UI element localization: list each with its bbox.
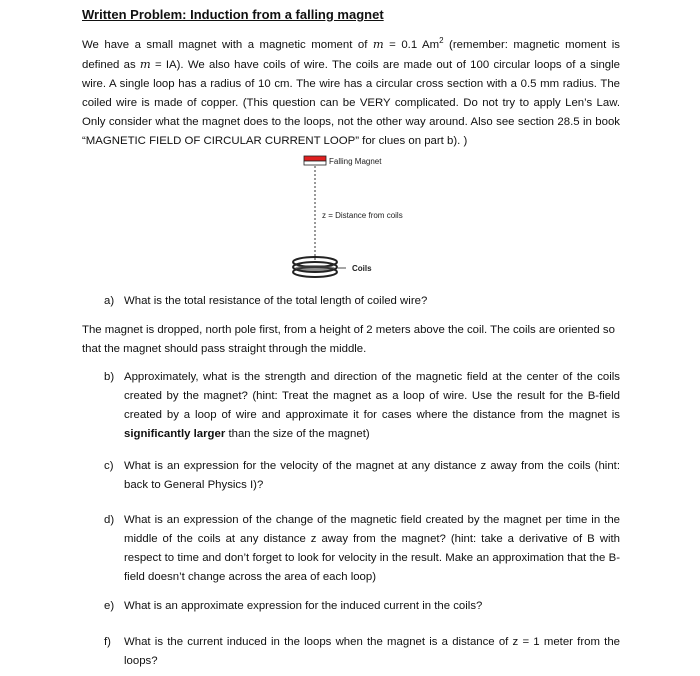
question-e-label: e) — [104, 600, 115, 612]
question-d-label: d) — [104, 514, 115, 526]
question-b — [104, 368, 620, 444]
question-b-text-start: Approximately, what is the strength and direction of the magnetic field at the center of the coils created by the magnet? (hint: Treat the magnet as a loop of wire. Use the result for the B-field created by a loop of wire and approximate it for cases where the distance from the magnet is — [124, 371, 620, 421]
question-b-text — [124, 368, 620, 444]
question-e-text: What is an approximate expression for the induced current in the coils? — [124, 600, 483, 612]
moment-symbol: m — [372, 37, 384, 51]
question-c — [104, 457, 620, 495]
falling-magnet-figure — [280, 150, 480, 280]
question-d — [104, 511, 620, 587]
intro-paragraph — [82, 35, 620, 151]
question-c-text: What is an expression for the velocity of the magnet at any distance z away from the coils (hint: back to General Physics I)? — [124, 460, 620, 491]
question-f-label: f) — [104, 636, 111, 648]
coils-label: Coils — [352, 264, 372, 273]
moment-symbol-2: m — [139, 57, 151, 71]
magnet-label: Falling Magnet — [329, 157, 382, 166]
question-b-text-end: than the size of the magnet) — [225, 428, 370, 440]
question-d-text: What is an expression of the change of the magnetic field created by the magnet per time in the middle of the coils at any distance z away from the magnet? (hint: take a derivative of B with respect to time and don’t forget to look for velocity in the result. Make an approximation that the B-field doesn’t change across the area of each loop) — [124, 514, 620, 583]
question-f-text: What is the current induced in the loops when the magnet is a distance of z = 1 meter from the loops? — [124, 636, 620, 667]
intro-text-3: (remember: magnetic moment is defined as — [82, 39, 620, 71]
intro-superscript: 2 — [439, 36, 444, 46]
question-e — [104, 597, 620, 616]
drop-paragraph: The magnet is dropped, north pole first, from a height of 2 meters above the coil. The coils are oriented so that the magnet should pass straight through the middle. — [82, 324, 615, 355]
magnet-top — [304, 156, 326, 161]
question-a-text: What is the total resistance of the total length of coiled wire? — [124, 295, 428, 307]
intro-text-4: = IA). We also have coils of wire. The coils are made out of 100 circular loops of a single wire. A single loop has a radius of 10 cm. The wire has a circular cross section with a 0.5 mm radius. The coiled wire is made of copper. (This question can be VERY complicated. Do not try to apply Len’s Law. Only consider what the magnet does to the loops, not the other way around. Also see section 28.5 in book “MAGNETIC FIELD OF CIRCULAR CURRENT LOOP” for clues on part b). ) — [82, 59, 620, 147]
question-a-label: a) — [104, 295, 115, 307]
question-c-label: c) — [104, 460, 114, 472]
question-b-bold: significantly larger — [124, 428, 226, 440]
question-f — [104, 633, 620, 671]
intro-text-1: We have a small magnet with a magnetic moment of — [82, 39, 373, 51]
distance-label: z = Distance from coils — [322, 211, 403, 220]
question-b-label: b) — [104, 371, 115, 383]
question-a — [104, 292, 620, 311]
page-title: Written Problem: Induction from a falling magnet — [82, 7, 384, 22]
magnet-bottom — [304, 161, 326, 165]
intro-text-2: = 0.1 Am — [383, 39, 440, 51]
